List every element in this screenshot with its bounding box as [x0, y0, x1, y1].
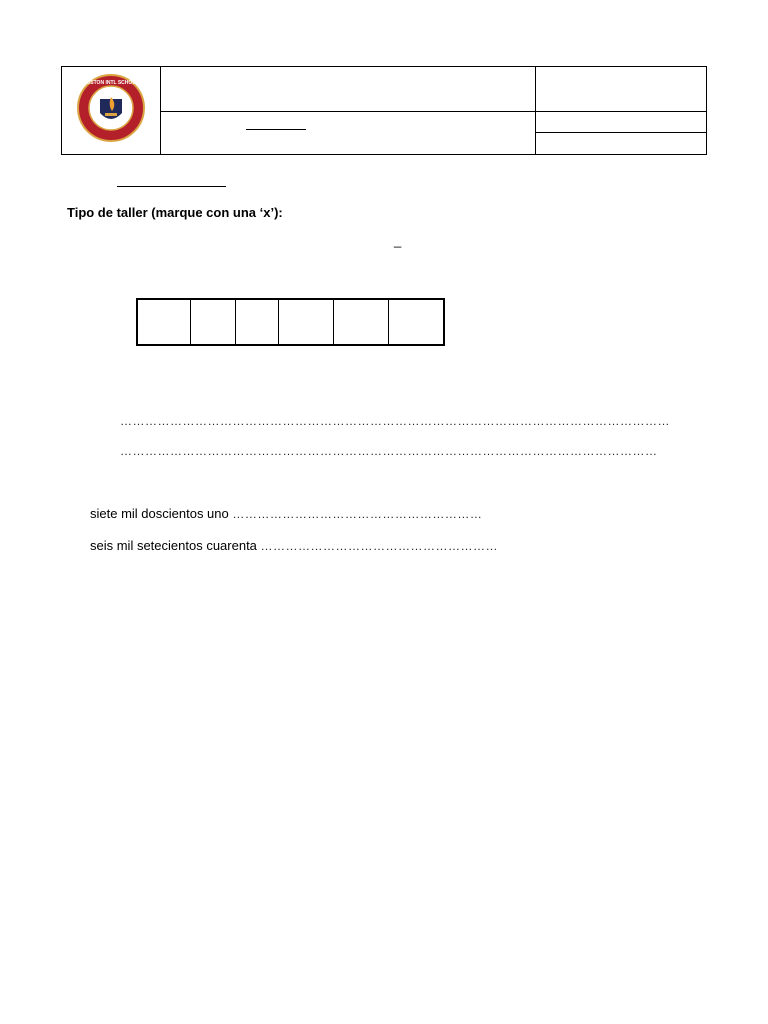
- name-underline: [117, 186, 226, 187]
- item-answer-line: ……………………………………………………: [232, 507, 483, 521]
- item-label: siete mil doscientos uno: [90, 506, 229, 521]
- code-cell: [536, 67, 707, 112]
- answer-line: …………………………………………………………………………………………………………………: [120, 444, 658, 458]
- small-mark: _: [394, 233, 402, 248]
- date-cell: [536, 133, 707, 155]
- item-label: seis mil setecientos cuarenta: [90, 538, 257, 553]
- answer-box[interactable]: [137, 299, 191, 345]
- number-word-item: [90, 538, 498, 553]
- subject-cell: [161, 112, 536, 155]
- worksheet-title: Tipo de taller (marque con una ‘x’):: [67, 205, 283, 220]
- svg-text:BOSTON INTL SCHOOL: BOSTON INTL SCHOOL: [82, 80, 140, 86]
- subject-underline: [246, 129, 306, 130]
- logo-cell: [62, 67, 161, 155]
- school-crest-logo-icon: [72, 73, 150, 143]
- item-answer-line: …………………………………………………: [260, 539, 499, 553]
- number-word-item: [90, 506, 482, 521]
- answer-box[interactable]: [236, 299, 279, 345]
- checkbox-grid: [136, 298, 445, 346]
- version-cell: [536, 112, 707, 133]
- answer-box[interactable]: [191, 299, 236, 345]
- answer-line: ……………………………………………………………………………………………………………………: [120, 414, 670, 428]
- school-name-cell: [161, 67, 536, 112]
- answer-box[interactable]: [279, 299, 334, 345]
- header-table: [61, 66, 707, 155]
- answer-box[interactable]: [389, 299, 445, 345]
- answer-box[interactable]: [334, 299, 389, 345]
